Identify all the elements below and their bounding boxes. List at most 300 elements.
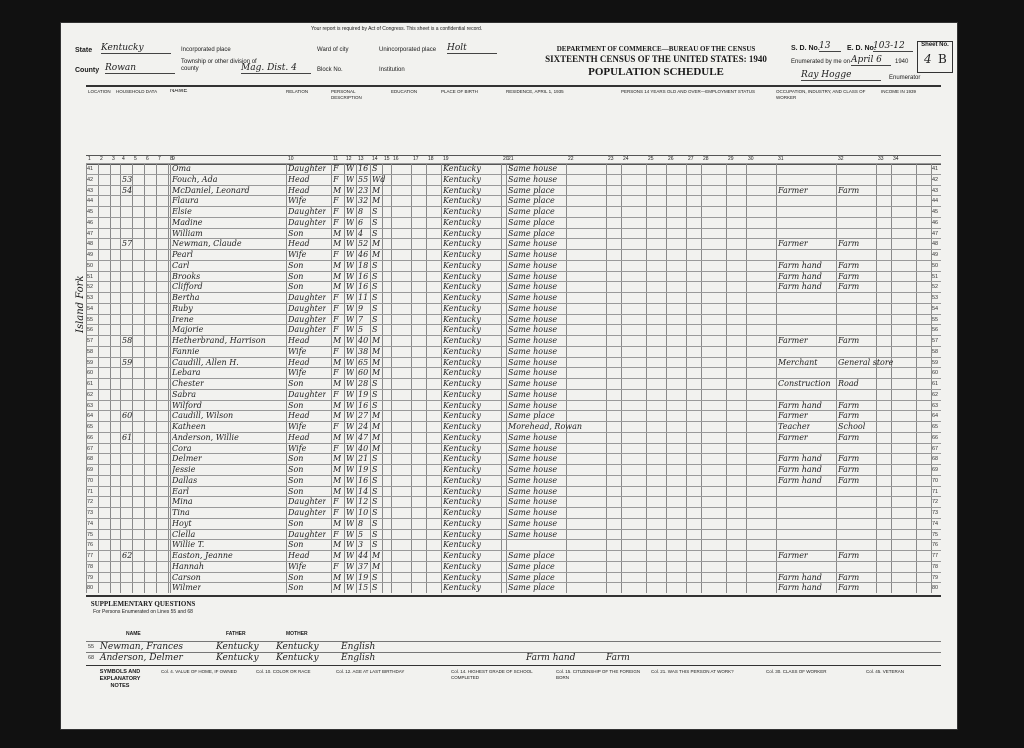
person-name: Pearl — [172, 250, 193, 259]
sex: M — [333, 486, 342, 496]
age: 8 — [358, 518, 364, 528]
sex: M — [333, 583, 342, 593]
industry: General store — [838, 357, 894, 367]
col-group-occupation: OCCUPATION, INDUSTRY, AND CLASS OF WORKER — [776, 89, 866, 100]
house-number: 53 — [122, 174, 133, 184]
person-name: Mina — [172, 497, 193, 507]
line-number-right: 50 — [932, 262, 939, 269]
relation: Daughter — [288, 508, 327, 517]
birthplace: Kentucky — [443, 239, 481, 249]
sex: M — [333, 454, 342, 464]
residence-1935: Same house — [508, 239, 558, 249]
line-number: 60 — [87, 370, 94, 377]
relation: Daughter — [288, 529, 327, 539]
line-number: 66 — [87, 434, 94, 441]
person-name: McDaniel, Leonard — [172, 185, 250, 195]
line-number: 79 — [87, 574, 94, 581]
relation: Son — [288, 572, 304, 582]
line-number: 77 — [87, 553, 94, 559]
age: 18 — [358, 260, 369, 270]
note-age: Col. 12. AGE AT LAST BIRTHDAY — [336, 669, 405, 674]
enumerated-date: April 6 — [851, 55, 891, 66]
age: 38 — [358, 346, 369, 356]
race: W — [346, 400, 355, 410]
birthplace: Kentucky — [443, 583, 481, 593]
age: 16 — [358, 271, 369, 281]
race: W — [346, 314, 355, 324]
race: W — [346, 379, 355, 388]
marital-status: M — [372, 368, 381, 378]
race: W — [346, 346, 355, 356]
col-group-income: INCOME IN 1939 — [881, 89, 917, 94]
age: 8 — [358, 207, 364, 216]
birthplace: Kentucky — [443, 368, 481, 378]
enumerated-label: Enumerated by me on — [791, 59, 851, 65]
age: 55 — [358, 174, 369, 184]
residence-1935: Same house — [508, 346, 558, 356]
table-row — [86, 582, 941, 593]
industry: Farm — [838, 400, 860, 410]
marital-status: S — [372, 497, 378, 507]
supp-language: English — [341, 642, 376, 652]
occupation: Farm hand — [778, 454, 822, 464]
table-row — [86, 486, 941, 497]
house-number: 57 — [122, 239, 133, 249]
incorporated-label: Incorporated place — [181, 47, 231, 53]
race: W — [346, 540, 355, 550]
line-number: 55 — [87, 316, 94, 323]
house-number: 62 — [122, 551, 133, 560]
line-number-right: 63 — [932, 402, 939, 409]
line-number: 76 — [87, 542, 94, 549]
race: W — [346, 518, 355, 528]
supp-mother: Kentucky — [276, 653, 319, 663]
supp-line-number: 55 — [88, 644, 95, 650]
ed-value: 103-12 — [873, 41, 913, 52]
line-number-right: 71 — [932, 488, 939, 495]
industry: Farm — [838, 454, 860, 464]
line-number: 45 — [87, 209, 94, 215]
industry: Farm — [838, 583, 860, 593]
unincorporated-value: Holt — [447, 43, 497, 54]
age: 23 — [358, 185, 369, 195]
age: 5 — [358, 325, 364, 335]
birthplace: Kentucky — [443, 529, 481, 539]
house-number: 59 — [122, 357, 133, 367]
table-row — [86, 260, 941, 271]
col-group-employment: PERSONS 14 YEARS OLD AND OVER—EMPLOYMENT STATUS — [621, 89, 755, 94]
residence-1935: Same house — [508, 250, 558, 259]
marital-status: S — [372, 314, 378, 324]
birthplace: Kentucky — [443, 260, 481, 270]
person-name: Clella — [172, 529, 196, 539]
line-number-right: 64 — [932, 413, 939, 420]
line-number: 42 — [87, 176, 94, 183]
table-row — [86, 378, 941, 389]
table-row — [86, 453, 941, 464]
age: 60 — [358, 368, 369, 378]
table-row — [86, 464, 941, 475]
person-name: Hetherbrand, Harrison — [172, 336, 266, 345]
marital-status: M — [372, 432, 381, 442]
marital-status: M — [372, 443, 381, 453]
occupation: Farm hand — [778, 260, 822, 270]
supp-mother-header: MOTHER — [286, 631, 308, 637]
line-number-right: 62 — [932, 391, 939, 398]
birthplace: Kentucky — [443, 551, 481, 560]
birthplace: Kentucky — [443, 432, 481, 442]
sex: F — [333, 508, 339, 517]
marital-status: S — [372, 207, 378, 216]
age: 27 — [358, 411, 369, 421]
age: 21 — [358, 454, 369, 464]
line-number: 67 — [87, 445, 94, 452]
column-number: 12 — [346, 156, 352, 162]
person-name: William — [172, 228, 203, 238]
race: W — [346, 529, 355, 539]
marital-status: M — [372, 346, 381, 356]
sheet-number: 4 — [924, 52, 932, 66]
relation: Wife — [288, 443, 307, 453]
age: 9 — [358, 303, 364, 313]
column-number: 14 — [372, 156, 378, 162]
person-name: Lebara — [172, 368, 201, 378]
line-number-right: 51 — [932, 273, 939, 280]
supp-father: Kentucky — [216, 653, 259, 663]
sex: F — [333, 368, 339, 378]
column-number: 5 — [134, 156, 137, 162]
line-number-right: 65 — [932, 424, 939, 430]
margin-note: Island Fork — [75, 275, 86, 333]
line-number: 49 — [87, 252, 94, 258]
birthplace: Kentucky — [443, 465, 481, 474]
race: W — [346, 465, 355, 474]
race: W — [346, 250, 355, 259]
line-number-right: 55 — [932, 316, 939, 323]
residence-1935: Same place — [508, 561, 555, 571]
residence-1935: Same place — [508, 196, 555, 206]
col-group-education: EDUCATION — [391, 89, 418, 94]
line-number: 59 — [87, 359, 94, 366]
line-number-right: 69 — [932, 467, 939, 473]
table-row — [86, 496, 941, 507]
house-number: 60 — [122, 411, 133, 421]
race: W — [346, 422, 355, 431]
line-number: 43 — [87, 187, 94, 194]
township-value: Mag. Dist. 4 — [241, 63, 311, 74]
line-number-right: 67 — [932, 445, 939, 452]
industry: Farm — [838, 432, 860, 442]
year: 1940 — [895, 59, 909, 65]
occupation: Farm hand — [778, 572, 822, 582]
line-number: 44 — [87, 198, 94, 205]
line-number-right: 49 — [932, 252, 939, 258]
column-number: 17 — [413, 156, 419, 162]
marital-status: S — [372, 529, 378, 539]
col-group-residence: RESIDENCE, APRIL 1, 1935 — [506, 89, 564, 94]
residence-1935: Same house — [508, 314, 558, 324]
table-row — [86, 529, 941, 540]
birthplace: Kentucky — [443, 443, 481, 453]
person-name: Carson — [172, 572, 201, 582]
sex: F — [333, 196, 339, 206]
column-number: 24 — [623, 156, 629, 162]
relation: Wife — [288, 196, 307, 206]
column-number: 33 — [878, 156, 884, 162]
township-label: Township or other division of county — [181, 59, 257, 72]
table-row — [86, 281, 941, 292]
line-number-right: 66 — [932, 434, 939, 441]
industry: Farm — [838, 185, 860, 195]
column-number: 4 — [122, 156, 125, 162]
sex: M — [333, 518, 342, 528]
supp-language: English — [341, 653, 376, 663]
birthplace: Kentucky — [443, 336, 481, 345]
birthplace: Kentucky — [443, 497, 481, 507]
residence-1935: Same house — [508, 325, 558, 335]
column-number: 10 — [288, 156, 294, 162]
table-row — [86, 292, 941, 303]
occupation: Farm hand — [778, 465, 822, 474]
sex: M — [333, 228, 342, 238]
residence-1935: Same house — [508, 389, 558, 399]
person-name: Willie T. — [172, 540, 205, 550]
col-group-birthplace: PLACE OF BIRTH — [441, 89, 478, 94]
relation: Son — [288, 583, 304, 593]
race: W — [346, 303, 355, 313]
table-row — [86, 475, 941, 486]
relation: Head — [288, 336, 310, 345]
birthplace: Kentucky — [443, 572, 481, 582]
line-number-right: 46 — [932, 219, 939, 226]
residence-1935: Same house — [508, 518, 558, 528]
age: 5 — [358, 529, 364, 539]
age: 40 — [358, 443, 369, 453]
relation: Wife — [288, 561, 307, 571]
person-name: Wilford — [172, 400, 202, 410]
enumerator-label: Enumerator — [889, 75, 921, 81]
sex: F — [333, 250, 339, 259]
line-number: 71 — [87, 488, 94, 495]
residence-1935: Same house — [508, 271, 558, 281]
sheet-box — [917, 41, 953, 73]
age: 47 — [358, 432, 369, 442]
sex: M — [333, 260, 342, 270]
county-label: County — [75, 67, 100, 74]
line-number: 41 — [87, 166, 94, 172]
column-number: 20 — [503, 156, 509, 162]
birthplace: Kentucky — [443, 346, 481, 356]
race: W — [346, 271, 355, 281]
marital-status: S — [372, 465, 378, 474]
sex: M — [333, 465, 342, 474]
column-number: 11 — [333, 156, 339, 162]
line-number-right: 42 — [932, 176, 939, 183]
person-name: Carl — [172, 260, 190, 270]
supp-name: Anderson, Delmer — [100, 653, 183, 663]
person-name: Clifford — [172, 282, 203, 292]
sex: F — [333, 293, 339, 302]
marital-status: S — [372, 325, 378, 335]
race: W — [346, 443, 355, 453]
age: 16 — [358, 282, 369, 292]
residence-1935: Same house — [508, 303, 558, 313]
sex: M — [333, 432, 342, 442]
race: W — [346, 572, 355, 582]
person-name: Elsie — [172, 207, 192, 216]
supp-industry: Farm — [606, 653, 630, 663]
supp-name: Newman, Frances — [100, 642, 184, 652]
relation: Son — [288, 454, 304, 464]
age: 19 — [358, 465, 369, 474]
line-number-right: 77 — [932, 553, 939, 559]
relation: Daughter — [288, 314, 327, 324]
relation: Daughter — [288, 303, 327, 313]
table-row — [86, 561, 941, 572]
person-name: Madine — [172, 217, 203, 227]
birthplace: Kentucky — [443, 508, 481, 517]
sex: M — [333, 379, 342, 388]
table-row — [86, 324, 941, 335]
marital-status: S — [372, 486, 378, 496]
relation: Head — [288, 432, 310, 442]
industry: Farm — [838, 551, 860, 560]
table-row — [86, 238, 941, 249]
unincorporated-label: Unincorporated place — [379, 47, 437, 53]
residence-1935: Same house — [508, 379, 558, 388]
line-number: 62 — [87, 391, 94, 398]
age: 40 — [358, 336, 369, 345]
line-number-right: 80 — [932, 585, 939, 592]
industry: School — [838, 422, 866, 431]
birthplace: Kentucky — [443, 271, 481, 281]
race: W — [346, 282, 355, 292]
note-veteran: Col. 45. VETERAN — [866, 669, 905, 674]
supp-father-header: FATHER — [226, 631, 246, 637]
line-number-right: 44 — [932, 198, 939, 205]
industry: Farm — [838, 411, 860, 421]
occupation: Teacher — [778, 422, 811, 431]
relation: Daughter — [288, 497, 327, 507]
marital-status: S — [372, 508, 378, 517]
race: W — [346, 454, 355, 464]
person-name: Sabra — [172, 389, 196, 399]
line-number-right: 43 — [932, 187, 939, 194]
occupation: Farm hand — [778, 475, 822, 485]
residence-1935: Same house — [508, 400, 558, 410]
table-row — [86, 314, 941, 325]
race: W — [346, 497, 355, 507]
industry: Farm — [838, 260, 860, 270]
sex: F — [333, 529, 339, 539]
line-number-right: 54 — [932, 305, 939, 312]
birthplace: Kentucky — [443, 561, 481, 571]
occupation: Farm hand — [778, 282, 822, 292]
supplementary-title: SUPPLEMENTARY QUESTIONS — [90, 600, 196, 608]
column-number: 7 — [158, 156, 161, 162]
table-row — [86, 346, 941, 357]
department: DEPARTMENT OF COMMERCE—BUREAU OF THE CENSUS — [556, 45, 756, 53]
race: W — [346, 561, 355, 571]
residence-1935: Same house — [508, 443, 558, 453]
line-number: 51 — [87, 273, 94, 280]
state-label: State — [75, 47, 93, 54]
line-number-right: 52 — [932, 284, 939, 291]
birthplace: Kentucky — [443, 207, 481, 216]
residence-1935: Morehead, Rowan — [508, 422, 583, 431]
residence-1935: Same house — [508, 497, 558, 507]
sex: F — [333, 217, 339, 227]
person-name: Jessie — [172, 465, 196, 474]
industry: Farm — [838, 475, 860, 485]
relation: Son — [288, 486, 304, 496]
age: 16 — [358, 164, 369, 173]
industry: Farm — [838, 271, 860, 281]
table-row — [86, 507, 941, 518]
sex: M — [333, 411, 342, 421]
sex: F — [333, 346, 339, 356]
relation: Head — [288, 239, 310, 249]
occupation: Merchant — [778, 357, 818, 367]
supp-father: Kentucky — [216, 642, 259, 652]
race: W — [346, 293, 355, 302]
birthplace: Kentucky — [443, 250, 481, 259]
relation: Daughter — [288, 207, 327, 216]
race: W — [346, 583, 355, 593]
birthplace: Kentucky — [443, 357, 481, 367]
column-number: 9 — [172, 156, 175, 162]
relation: Son — [288, 475, 304, 485]
line-number-right: 61 — [932, 381, 939, 387]
line-number: 68 — [87, 456, 94, 463]
race: W — [346, 475, 355, 485]
footer-notes — [86, 665, 941, 726]
table-row — [86, 357, 941, 368]
column-number: 30 — [748, 156, 754, 162]
column-number: 15 — [384, 156, 390, 162]
person-name: Ruby — [172, 303, 193, 313]
marital-status: S — [372, 379, 378, 388]
person-name: Hannah — [172, 561, 204, 571]
residence-1935: Same house — [508, 432, 558, 442]
line-number-right: 56 — [932, 327, 939, 334]
line-number: 48 — [87, 241, 94, 248]
line-number-right: 72 — [932, 499, 939, 506]
age: 16 — [358, 400, 369, 410]
line-number: 54 — [87, 305, 94, 312]
person-name: Oma — [172, 164, 191, 173]
relation: Head — [288, 551, 310, 560]
column-number: 6 — [146, 156, 149, 162]
column-number: 27 — [688, 156, 694, 162]
column-number: 23 — [608, 156, 614, 162]
relation: Daughter — [288, 164, 327, 173]
block-label: Block No. — [317, 67, 343, 73]
line-number-right: 41 — [932, 166, 939, 172]
person-name: Dallas — [172, 475, 198, 485]
table-row — [86, 335, 941, 346]
column-number: 3 — [112, 156, 115, 162]
table-row — [86, 389, 941, 400]
marital-status: M — [372, 196, 381, 206]
race: W — [346, 207, 355, 216]
relation: Daughter — [288, 325, 327, 335]
population-grid — [86, 163, 941, 593]
race: W — [346, 551, 355, 560]
marital-status: M — [372, 239, 381, 249]
residence-1935: Same place — [508, 572, 555, 582]
race: W — [346, 174, 355, 184]
